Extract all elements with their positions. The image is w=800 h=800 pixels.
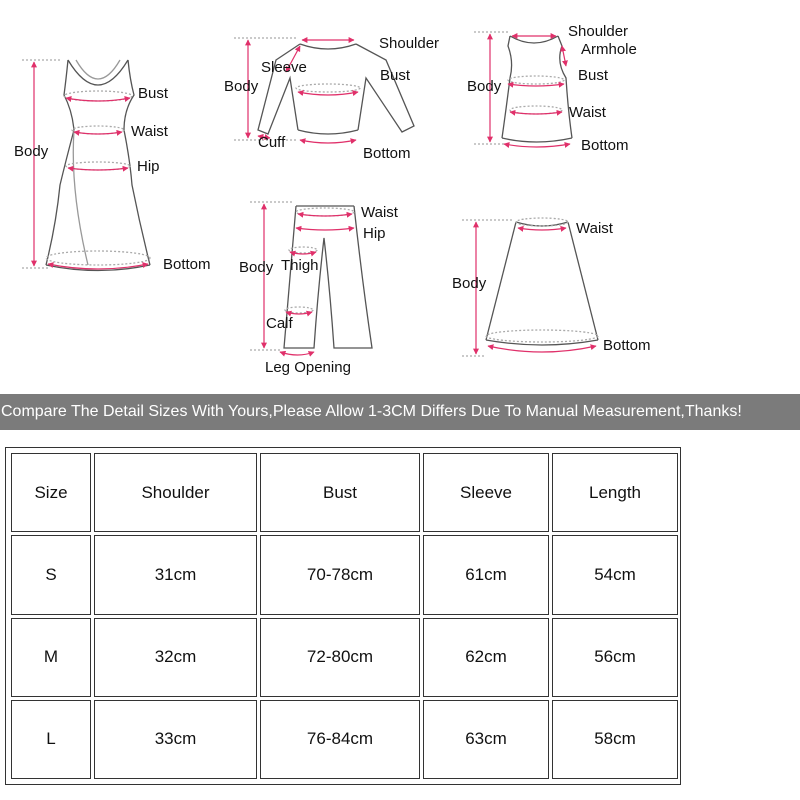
vest-bottom-label: Bottom [581,137,629,154]
vest-bust-label: Bust [578,67,609,84]
table-row [11,535,678,614]
dress-waist-label: Waist [131,123,168,140]
skirt-waist-label: Waist [576,220,613,237]
top-bottom-label: Bottom [363,145,411,162]
vest-shoulder-label: Shoulder [568,23,629,40]
top-bust-label: Bust [380,67,411,84]
dress-bust-label: Bust [138,85,169,102]
header-length: Length [552,453,678,532]
cell-length: 56cm [552,618,678,697]
pants-hip-label: Hip [363,225,386,242]
table-row [11,700,678,779]
cell-size: M [11,618,91,697]
pants-measure-lines [250,202,354,355]
cell-shoulder: 31cm [94,535,257,614]
skirt-bottom-label: Bottom [603,337,651,354]
pants-figure [284,206,372,348]
pants-thigh-label: Thigh [281,257,319,274]
pants-leg-opening-label: Leg Opening [265,359,351,376]
dress-body-label: Body [14,143,49,160]
header-size: Size [11,453,91,532]
dress-hip-label: Hip [137,158,160,175]
cell-shoulder: 32cm [94,618,257,697]
header-shoulder: Shoulder [94,453,257,532]
cell-size: L [11,700,91,779]
cell-sleeve: 63cm [423,700,549,779]
cell-bust: 70-78cm [260,535,420,614]
cell-shoulder: 33cm [94,700,257,779]
top-body-label: Body [224,78,259,95]
cell-size: S [11,535,91,614]
header-bust: Bust [260,453,420,532]
garment-measurement-diagram [0,0,800,392]
skirt-body-label: Body [452,275,487,292]
top-sleeve-label: Sleeve [261,59,307,76]
dress-bottom-label: Bottom [163,256,211,273]
table-header-row [11,453,678,532]
table-row [11,618,678,697]
top-figure [258,44,414,134]
pants-waist-label: Waist [361,204,398,221]
vest-armhole-label: Armhole [581,41,637,58]
measurement-notice-banner: Compare The Detail Sizes With Yours,Please Allow 1-3CM Differs Due To Manual Measurement,Thanks! [0,394,800,430]
vest-waist-label: Waist [569,104,606,121]
size-chart-table [8,450,681,782]
top-shoulder-label: Shoulder [379,35,440,52]
cell-bust: 76-84cm [260,700,420,779]
top-cuff-label: Cuff [258,134,286,151]
header-sleeve: Sleeve [423,453,549,532]
cell-sleeve: 61cm [423,535,549,614]
vest-figure [502,36,572,142]
dress-figure [46,60,150,271]
pants-calf-label: Calf [266,315,293,332]
skirt-figure [486,218,598,345]
pants-body-label: Body [239,259,274,276]
cell-length: 54cm [552,535,678,614]
cell-sleeve: 62cm [423,618,549,697]
cell-bust: 72-80cm [260,618,420,697]
size-chart-frame [5,447,681,785]
cell-length: 58cm [552,700,678,779]
vest-body-label: Body [467,78,502,95]
